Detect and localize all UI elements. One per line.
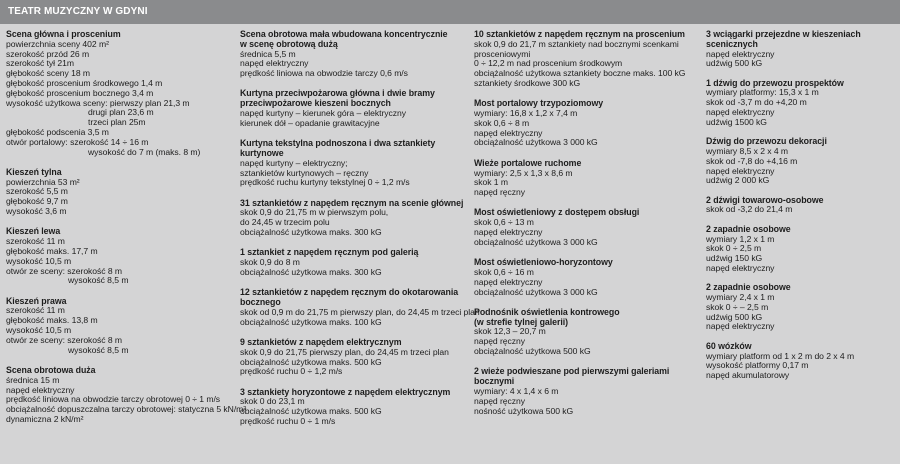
spec-line: nośność użytkowa 500 kG [474,405,574,416]
section-title: Podnośnik oświetlenia kontrowego [474,306,620,317]
section-title: 2 zapadnie osobowe [706,223,791,234]
spec-line: powierzchnia 53 m² [6,176,80,187]
section-gallery-batten [240,248,470,277]
spec-line: wymiary: 2,5 x 1,3 x 8,6 m [474,167,573,178]
spec-line: wysokość 8,5 m [68,275,129,286]
spec-line: udźwig 2 000 kG [706,175,770,186]
spec-line: napęd elektryczny [6,384,75,395]
spec-line: obciążalność użytkowa sztankiety boczne maks. 100 kG [474,68,686,79]
spec-line: skok 0,9 do 21,7 m sztankiety nad bocznymi scenkami [474,38,679,49]
spec-line: wymiary platformy: 15,3 x 1 m [706,87,819,98]
spec-line: otwór ze sceny: szerokość 8 m [6,265,123,276]
spec-line: udźwig 150 kG [706,253,763,264]
section-trapdoors-large [706,283,896,332]
spec-line: obciążalność dopuszczalna tarczy obrotowej: statyczna 5 kN/m² [6,404,247,415]
section-title: Dźwig do przewozu dekoracji [706,136,827,147]
spec-line: obciążalność użytkowa 3 000 kG [474,236,598,247]
section-title: 31 sztankietów z napędem ręcznym na scenie głównej [240,197,464,208]
spec-line: głębokość maks. 13,8 m [6,315,98,326]
spec-line: szerokość tył 21m [6,58,74,69]
section-rear-pocket [6,168,228,217]
section-title: Most portalowy trzypoziomowy [474,98,604,109]
spec-line: sztankiety środkowe 300 kG [474,77,581,88]
spec-line: napęd elektryczny [474,276,543,287]
spec-line: skok 0 ÷ 2,5 m [706,243,762,254]
spec-line: 0 ÷ 12,2 m nad proscenium środkowym [474,58,623,69]
spec-line: napęd elektryczny [706,321,775,332]
section-title: Scena główna i proscenium [6,29,121,39]
spec-line: skok 0,6 ÷ 8 m [474,117,530,128]
spec-line: wymiary 8,5 x 2 x 4 m [706,145,789,156]
spec-line: prędkość liniowa na obwodzie tarczy obrotowej 0 ÷ 1 m/s [6,394,221,405]
spec-line: skok 1 m [474,177,508,188]
section-title: Most oświetleniowo-horyzontowy [474,257,613,268]
spec-line: skok 0 ÷ – 2,5 m [706,301,769,312]
spec-line: głębokość sceny 18 m [6,68,91,79]
spec-line: napęd ręczny [474,336,525,347]
spec-line: otwór portalowy: szerokość 14 ÷ 16 m [6,136,149,147]
spec-line: obciążalność użytkowa 3 000 kG [474,286,598,297]
spec-line: szerokość 11 m [6,305,65,316]
section-lighting-horizon-bridge [474,258,700,297]
section-title: 10 sztankietów z napędem ręcznym na proscenium [474,29,685,39]
section-title: bocznego [240,297,281,308]
spec-line: skok 12,3 – 20,7 m [474,326,546,337]
spec-line: dynamiczna 2 kN/m² [6,413,84,424]
spec-line: udźwig 500 kG [706,311,763,322]
section-horizon-battens [240,388,470,427]
section-scenery-lift [706,137,896,186]
spec-line: prędkość ruchu 0 ÷ 1,2 m/s [240,366,343,377]
header-bar [0,0,900,24]
section-title: w scenę obrotową dużą [240,38,338,49]
spec-line: średnica 5,5 m [240,48,296,59]
section-title: bocznymi [474,376,515,387]
section-trapdoors-small [706,225,896,274]
column-4 [706,30,896,390]
spec-line: skok 0,9 do 8 m [240,257,300,268]
section-12-battens [240,287,480,327]
spec-line: prędkość ruchu 0 ÷ 1 m/s [240,416,336,426]
spec-line: głębokość podscenia 3,5 m [6,126,109,137]
section-31-battens [240,199,470,238]
section-lighting-bridge [474,208,700,247]
section-winches [706,30,896,69]
spec-line: kierunek dół – opadanie grawitacyjne [240,117,380,128]
section-backdrop-lift [706,79,896,128]
spec-line: otwór ze sceny: szerokość 8 m [6,334,123,345]
section-hanging-towers [474,367,700,416]
spec-line: napęd elektryczny [240,58,309,69]
section-portal-bridge [474,99,700,148]
section-title: Scena obrotowa duża [6,364,96,375]
spec-line: wysokość 10,5 m [6,255,72,266]
spec-line: napęd ręczny [474,187,525,198]
column-2 [240,29,480,437]
spec-line: skok 0,9 do 21,75 pierwszy plan, do 24,45 m trzeci plan [240,346,449,357]
spec-line: do 24,45 w trzecim polu [240,217,330,228]
spec-line: napęd elektryczny [474,227,543,238]
spec-line: wymiary 2,4 x 1 m [706,292,775,303]
spec-line: wysokość 3,6 m [6,206,67,217]
spec-line: sztankietów kurtynowych – ręczny [240,167,369,178]
spec-line: skok od -3,2 do 21,4 m [706,204,793,215]
spec-line: skok 0,6 ÷ 16 m [474,266,534,277]
section-title: Scena obrotowa mała wbudowana koncentrycznie [240,29,448,39]
spec-line: skok od -7,8 do +4,16 m [706,155,798,166]
section-title: 60 wózków [706,340,752,351]
section-cargo-lifts [706,196,896,216]
spec-line: prędkość ruchu kurtyny tekstylnej 0 ÷ 1,2 m/s [240,177,410,188]
spec-line: wysokość 10,5 m [6,325,72,336]
spec-line: obciążalność użytkowa maks. 300 kG [240,227,382,238]
spec-line: wymiary: 4 x 1,4 x 6 m [474,385,559,396]
section-title: 9 sztankietów z napędem elektrycznym [240,336,402,347]
spec-line: napęd elektryczny [474,127,543,138]
section-title: 12 sztankietów z napędem ręcznym do okotarowania [240,287,459,298]
section-title: Wieże portalowe ruchome [474,157,582,168]
spec-line: skok 0,9 do 21,75 m w pierwszym polu, [240,207,389,218]
spec-line: prosceniowymi [474,48,531,59]
spec-line: głębokość proscenium środkowego 1,4 m [6,77,163,88]
section-proscenium-battens [474,30,700,89]
section-title: 1 sztankiet z napędem ręcznym pod galerią [240,247,419,258]
spec-line: napęd elektryczny [706,107,775,118]
spec-line: wymiary 1,2 x 1 m [706,233,775,244]
spec-line: wysokość platformy 0,17 m [706,360,809,371]
spec-line: napęd akumulatorowy [706,370,790,381]
spec-line: udźwig 1500 kG [706,116,767,127]
section-title: Kurtyna przeciwpożarowa główna i dwie bramy [240,88,435,99]
section-large-revolve [6,364,247,425]
section-title: 3 sztankiety horyzontowe z napędem elektrycznym [240,386,451,397]
spec-line: napęd kurtyny – kierunek góra – elektryczny [240,108,406,119]
spec-line: głębokość proscenium bocznego 3,4 m [6,87,154,98]
spec-line: skok od -3,7 m do +4,20 m [706,97,807,108]
spec-line: napęd elektryczny [706,165,775,176]
spec-line: wymiary platform od 1 x 2 m do 2 x 4 m [706,350,855,361]
spec-line: drugi plan 23,6 m [88,107,154,118]
section-portal-towers [474,159,700,198]
section-title: kurtynowe [240,147,284,158]
section-textile-curtain [240,139,470,188]
section-title: 1 dźwig do przewozu prospektów [706,77,844,88]
spec-line: napęd elektryczny [706,48,775,59]
spec-line: wysokość użytkowa sceny: pierwszy plan 21,3 m [6,97,190,108]
section-9-battens [240,338,470,377]
spec-line: napęd kurtyny – elektryczny; [240,157,348,168]
spec-line: głębokość maks. 17,7 m [6,245,98,256]
section-title: 2 zapadnie osobowe [706,282,791,293]
spec-line: obciążalność użytkowa maks. 500 kG [240,406,382,417]
section-right-pocket [6,297,228,356]
section-title: 2 wieże podwieszane pod pierwszymi galeriami [474,366,670,377]
page-title: TEATR MUZYCZNY W GDYNI [8,6,148,17]
spec-line: średnica 15 m [6,374,60,385]
spec-line: obciążalność użytkowa 500 kG [474,346,591,357]
section-title: Kieszeń lewa [6,226,61,237]
section-backlight-lift [474,308,700,357]
column-1 [6,29,247,435]
spec-line: skok 0 do 23,1 m [240,396,305,407]
spec-line: szerokość 5,5 m [6,186,68,197]
section-title: 2 dźwigi towarowo-osobowe [706,194,824,205]
section-title: 3 wciągarki przejezdne w kieszeniach scenicznych [706,29,861,49]
spec-line: obciążalność użytkowa maks. 100 kG [240,316,382,327]
section-wagons [706,342,896,381]
spec-line: wysokość do 7 m (maks. 8 m) [88,146,201,157]
spec-line: obciążalność użytkowa 3 000 kG [474,137,598,148]
spec-line: udźwig 500 kG [706,58,763,69]
spec-line: napęd ręczny [474,395,525,406]
section-title: Kieszeń prawa [6,295,67,306]
spec-line: szerokość 11 m [6,236,65,247]
spec-line: trzeci plan 25m [88,117,146,128]
section-main-stage [6,30,228,157]
section-title: przeciwpożarowe kieszeni bocznych [240,98,391,109]
spec-line: skok 0,6 ÷ 13 m [474,217,534,228]
section-fire-curtain [240,89,470,128]
spec-line: głębokość 9,7 m [6,196,68,207]
column-3 [474,30,700,427]
section-small-revolve [240,30,470,79]
spec-line: szerokość przód 26 m [6,48,90,59]
section-title: Most oświetleniowy z dostępem obsługi [474,207,640,218]
spec-line: powierzchnia sceny 402 m² [6,38,109,49]
section-title: Kieszeń tylna [6,166,62,177]
spec-line: obciążalność użytkowa maks. 300 kG [240,266,382,277]
section-left-pocket [6,227,228,286]
spec-line: wysokość 8,5 m [68,344,129,355]
spec-line: wymiary: 16,8 x 1,2 x 7,4 m [474,108,578,119]
spec-line: obciążalność użytkowa maks. 500 kG [240,356,382,367]
section-title: (w strefie tylnej galerii) [474,316,569,327]
section-title: Kurtyna tekstylna podnoszona i dwa sztankiety [240,138,436,149]
spec-line: prędkość liniowa na obwodzie tarczy 0,6 m/s [240,68,408,79]
spec-line: skok od 0,9 m do 21,75 m pierwszy plan, do 24,45 m trzeci plan [240,306,480,317]
spec-line: napęd elektryczny [706,262,775,273]
